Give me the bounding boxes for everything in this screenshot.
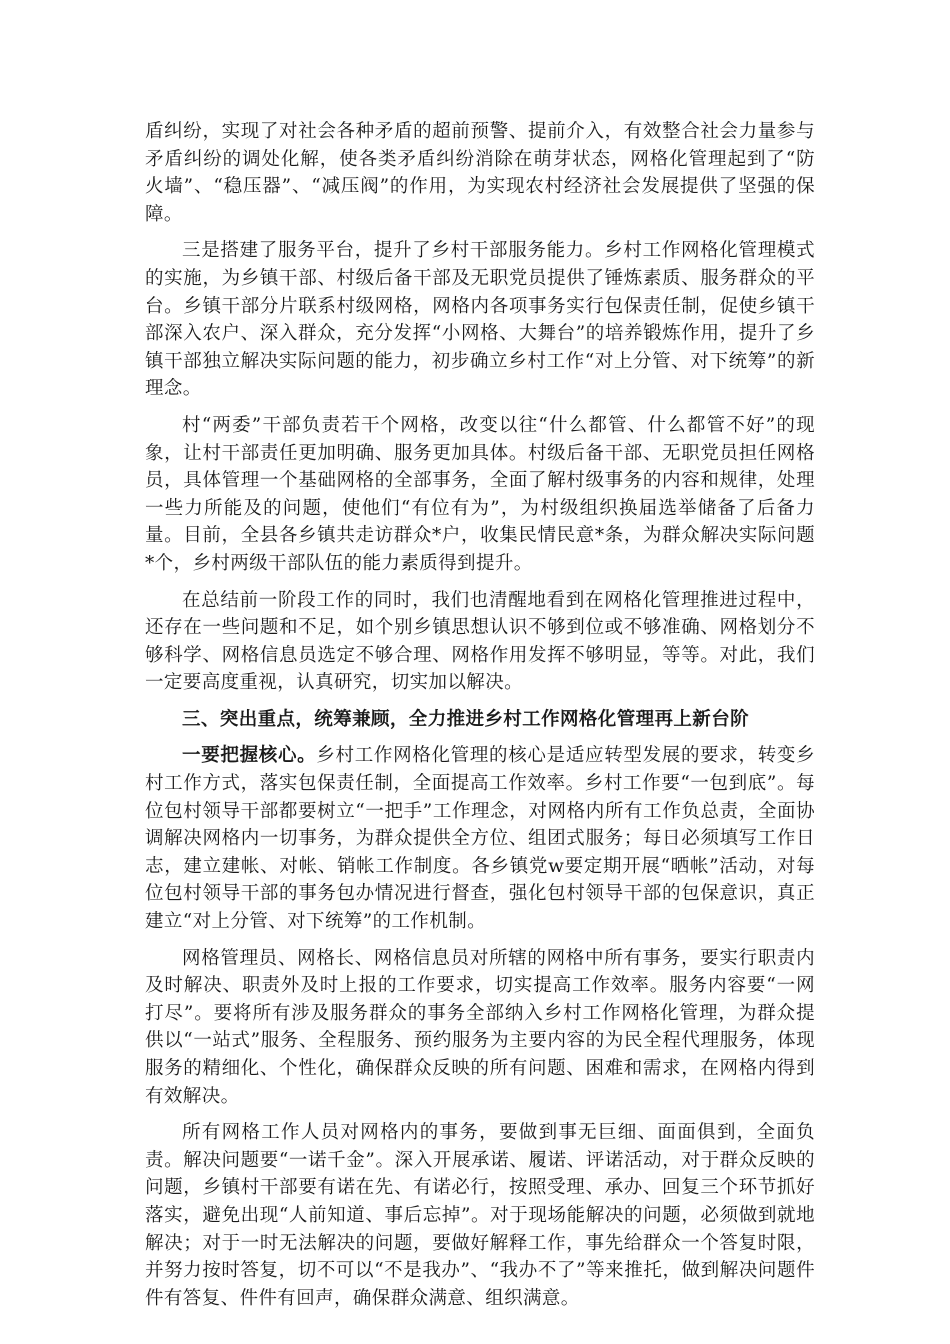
document-page (145, 118, 815, 1321)
paragraph-body: 乡村工作网格化管理的核心是适应转型发展的要求，转变乡村工作方式，落实包保责任制，全面提高工作效率。乡村工作要“一包到底”。每位包村领导干部都要树立“一把手”工作理念，对网格内所有工作负总责，全面协调解决网格内一切事务，为群众提供全方位、组团式服务；每日必须填写工作日志，建立建帐、对帐、销帐工作制度。各乡镇党w要定期开展“晒帐”活动，对每位包村领导干部的事务包办情况进行督查，强化包村领导干部的包保意识，真正建立“对上分管、对下统筹”的工作机制。 (145, 745, 815, 933)
paragraph-lead: 一要把握核心。 (182, 745, 317, 767)
paragraph-village-cadres: 村“两委”干部负责若干个网格，改变以往“什么都管、什么都管不好”的现象，让村干部责任更加明确、服务更加具体。村级后备干部、无职党员担任网格员，具体管理一个基础网格的全部事务，全面了解村级事务的内容和规律，处理一些力所能及的问题，使他们“有位有为”，为村级组织换届选举储备了后备力量。目前，全县各乡镇共走访群众*户，收集民情民意*条，为群众解决实际问题*个，乡村两级干部队伍的能力素质得到提升。 (145, 414, 815, 574)
paragraph-service-platform: 三是搭建了服务平台，提升了乡村干部服务能力。乡村工作网格化管理模式的实施，为乡镇干部、村级后备干部及无职党员提供了锤炼素质、服务群众的平台。乡镇干部分片联系村级网格，网格内各项事务实行包保责任制，促使乡镇干部深入农户、深入群众，充分发挥“小网格、大舞台”的培养锻炼作用，提升了乡镇干部独立解决实际问题的能力，初步确立乡村工作“对上分管、对下统筹”的新理念。 (145, 240, 815, 400)
paragraph-grasp-core (145, 742, 815, 935)
paragraph-grid-staff: 所有网格工作人员对网格内的事务，要做到事无巨细、面面俱到，全面负责。解决问题要“一诺千金”。深入开展承诺、履诺、评诺活动，对于群众反映的问题，乡镇村干部要有诺在先、有诺必行，按照受理、承办、回复三个环节抓好落实，避免出现“人前知道、事后忘掉”。对于现场能解决的问题，必须做到就地解决；对于一时无法解决的问题，要做好解释工作，事先给群众一个答复时限，并努力按时答复，切不可以“不是我办”、“我办不了”等来推托，做到解决问题件件有答复、件件有回声，确保群众满意、组织满意。 (145, 1122, 815, 1309)
paragraph-problems: 在总结前一阶段工作的同时，我们也清醒地看到在网格化管理推进过程中，还存在一些问题和不足，如个别乡镇思想认识不够到位或不够准确、网格划分不够科学、网格信息员选定不够合理、网格作用发挥不够明显，等等。对此，我们一定要高度重视，认真研究，切实加以解决。 (145, 589, 815, 694)
paragraph-dispute-resolution: 盾纠纷，实现了对社会各种矛盾的超前预警、提前介入，有效整合社会力量参与矛盾纠纷的调处化解，使各类矛盾纠纷消除在萌芽状态，网格化管理起到了“防火墙”、“稳压器”、“减压阀”的作用，为实现农村经济社会发展提供了坚强的保障。 (145, 121, 815, 225)
paragraph-grid-managers: 网格管理员、网格长、网格信息员对所辖的网格中所有事务，要实行职责内及时解决、职责外及时上报的工作要求，切实提高工作效率。服务内容要“一网打尽”。要将所有涉及服务群众的事务全部纳入乡村工作网格化管理，为群众提供以“一站式”服务、全程服务、预约服务为主要内容的为民全程代理服务，体现服务的精细化、个性化，确保群众反映的所有问题、困难和需求，在网格内得到有效解决。 (145, 947, 815, 1107)
section-heading: 三、突出重点，统筹兼顾，全力推进乡村工作网格化管理再上新台阶 (182, 708, 750, 730)
